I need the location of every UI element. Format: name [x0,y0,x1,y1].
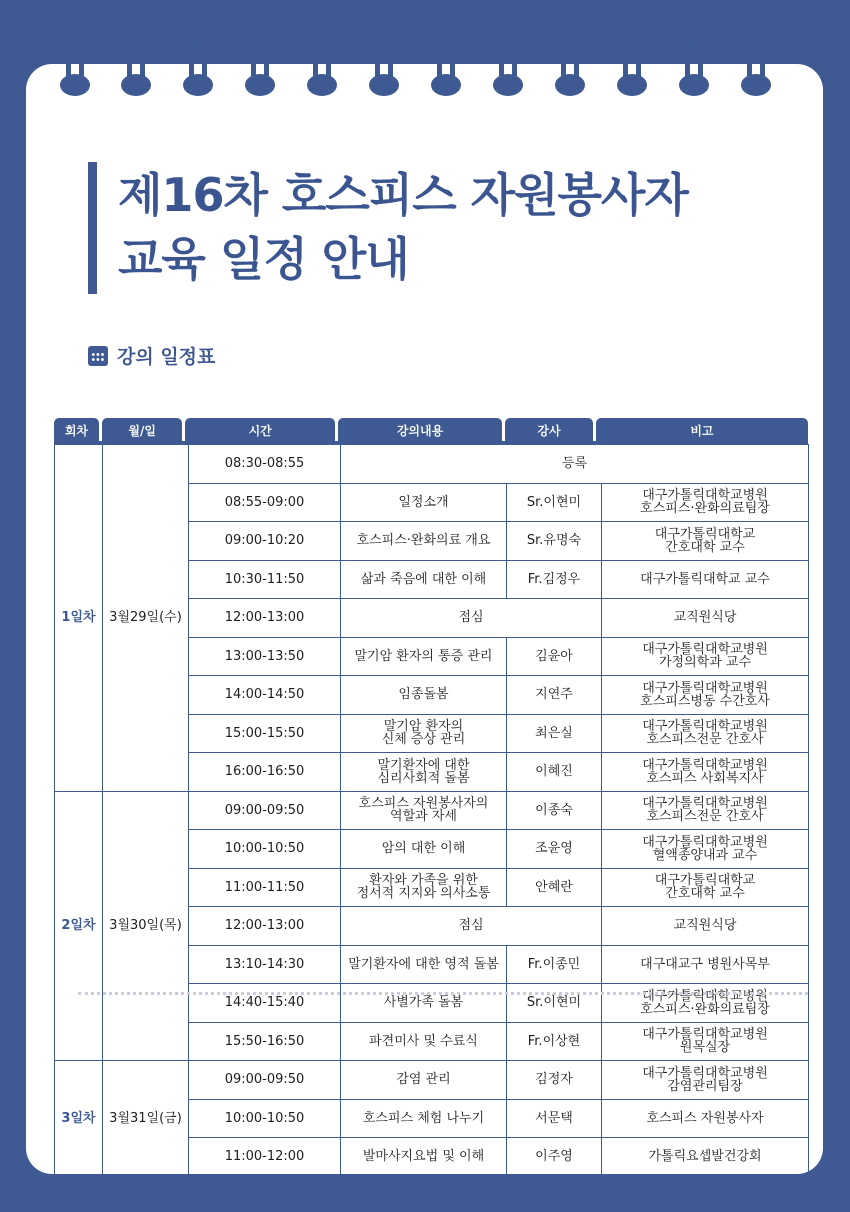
binder-ring [369,40,399,96]
session-time: 08:30-08:55 [189,445,341,484]
table-row [55,791,809,830]
table-row [55,445,809,484]
section-heading [88,342,215,369]
header-time: 시간 [185,418,334,442]
calendar-icon [88,346,108,366]
session-time: 09:00-09:50 [189,791,341,830]
day-date: 3월29일(수) [103,445,189,792]
session-content: 감염 관리 [341,1061,507,1100]
day-date: 3월31일(금) [103,1061,189,1177]
binder-ring [183,40,213,96]
session-content: 사별가족 돌봄 [341,984,507,1023]
binder-ring [60,40,90,96]
session-note: 대구가톨릭대학교병원 호스피스 사회복지사 [602,753,809,792]
binder-ring [245,40,275,96]
binder-ring [307,40,337,96]
session-time: 11:00-11:50 [189,868,341,907]
session-content: 호스피스 자원봉사자의 역할과 자세 [341,791,507,830]
session-time: 12:00-13:00 [189,907,341,946]
title-line-2: 교육 일정 안내 [118,232,409,286]
session-content: 호스피스·완화의료 개요 [341,522,507,561]
session-time: 14:00-14:50 [189,676,341,715]
session-content: 호스피스 체험 나누기 [341,1099,507,1138]
section-label: 강의 일정표 [117,346,216,368]
session-note: 대구가톨릭대학교병원 원목실장 [602,1022,809,1061]
session-time: 10:00-10:50 [189,1099,341,1138]
day-date: 3월30일(목) [103,791,189,1061]
dotted-divider [78,992,808,995]
session-time: 12:00-13:00 [189,599,341,638]
session-content: 임종돌봄 [341,676,507,715]
table-row [55,1061,809,1100]
session-note: 대구대교구 병원사목부 [602,945,809,984]
session-instructor: 안혜란 [507,868,602,907]
session-note: 대구가톨릭대학교병원 호스피스전문 간호사 [602,791,809,830]
session-content: 말기환자에 대한 영적 돌봄 [341,945,507,984]
session-instructor: Sr.이현미 [507,483,602,522]
binder-ring [679,40,709,96]
binder-ring [741,40,771,96]
header-note: 비고 [596,418,808,442]
binder-ring [493,40,523,96]
session-content: 암의 대한 이해 [341,830,507,869]
binder-ring [617,40,647,96]
session-note: 대구가톨릭대학교병원 혈액종양내과 교수 [602,830,809,869]
session-time: 09:00-09:50 [189,1061,341,1100]
session-content: 등록 [341,445,809,484]
session-note: 대구가톨릭대학교 간호대학 교수 [602,868,809,907]
session-instructor: 이종숙 [507,791,602,830]
session-note: 대구가톨릭대학교병원 감염관리팀장 [602,1061,809,1100]
session-note: 대구가톨릭대학교 교수 [602,560,809,599]
header-round: 회차 [54,418,99,442]
session-content: 점심 [341,907,602,946]
session-content: 일정소개 [341,483,507,522]
session-time: 15:00-15:50 [189,714,341,753]
session-note: 대구가톨릭대학교병원 호스피스전문 간호사 [602,714,809,753]
session-content: 환자와 가족을 위한 정서적 지지와 의사소통 [341,868,507,907]
title-accent-bar [88,162,97,294]
session-instructor: 서문택 [507,1099,602,1138]
session-content: 파견미사 및 수료식 [341,1022,507,1061]
session-instructor: Fr.이종민 [507,945,602,984]
header-date: 월/일 [102,418,183,442]
session-time: 15:50-16:50 [189,1022,341,1061]
header-instructor: 강사 [505,418,593,442]
session-content: 발마사지요법 및 이해 [341,1138,507,1177]
session-note: 대구가톨릭대학교병원 호스피스·완화의료팀장 [602,984,809,1023]
schedule-table [54,444,809,1177]
session-note: 교직원식당 [602,907,809,946]
session-content: 말기암 환자의 통증 관리 [341,637,507,676]
session-content: 점심 [341,599,602,638]
title-line-1: 제16차 호스피스 자원봉사자 [118,168,688,222]
session-note: 대구가톨릭대학교병원 호스피스·완화의료팀장 [602,483,809,522]
page-title [118,163,688,291]
session-instructor: 김윤아 [507,637,602,676]
binder-ring [555,40,585,96]
binder-ring [431,40,461,96]
session-instructor: Sr.유명숙 [507,522,602,561]
session-note: 대구가톨릭대학교 간호대학 교수 [602,522,809,561]
session-note: 대구가톨릭대학교병원 호스피스병동 수간호사 [602,676,809,715]
session-content: 말기환자에 대한 심리사회적 돌봄 [341,753,507,792]
session-instructor: Fr.이상현 [507,1022,602,1061]
session-note: 호스피스 자원봉사자 [602,1099,809,1138]
session-note: 가톨릭요셉발건강회 [602,1138,809,1177]
session-instructor: 최은실 [507,714,602,753]
session-instructor: 조윤영 [507,830,602,869]
session-instructor: Fr.김정우 [507,560,602,599]
session-time: 11:00-12:00 [189,1138,341,1177]
session-note: 교직원식당 [602,599,809,638]
day-label: 1일차 [55,445,103,792]
session-time: 16:00-16:50 [189,753,341,792]
session-instructor: 김정자 [507,1061,602,1100]
session-time: 09:00-10:20 [189,522,341,561]
session-time: 10:00-10:50 [189,830,341,869]
day-label: 2일차 [55,791,103,1061]
session-time: 14:40-15:40 [189,984,341,1023]
binder-ring [121,40,151,96]
session-time: 10:30-11:50 [189,560,341,599]
session-time: 13:10-14:30 [189,945,341,984]
day-label: 3일차 [55,1061,103,1177]
session-instructor: 이혜진 [507,753,602,792]
session-instructor: Sr.이현미 [507,984,602,1023]
session-note: 대구가톨릭대학교병원 가정의학과 교수 [602,637,809,676]
session-instructor: 이주영 [507,1138,602,1177]
session-time: 08:55-09:00 [189,483,341,522]
header-content: 강의내용 [338,418,502,442]
session-content: 말기암 환자의 신체 증상 관리 [341,714,507,753]
session-instructor: 지연주 [507,676,602,715]
session-time: 13:00-13:50 [189,637,341,676]
table-header [54,418,808,442]
session-content: 삶과 죽음에 대한 이해 [341,560,507,599]
